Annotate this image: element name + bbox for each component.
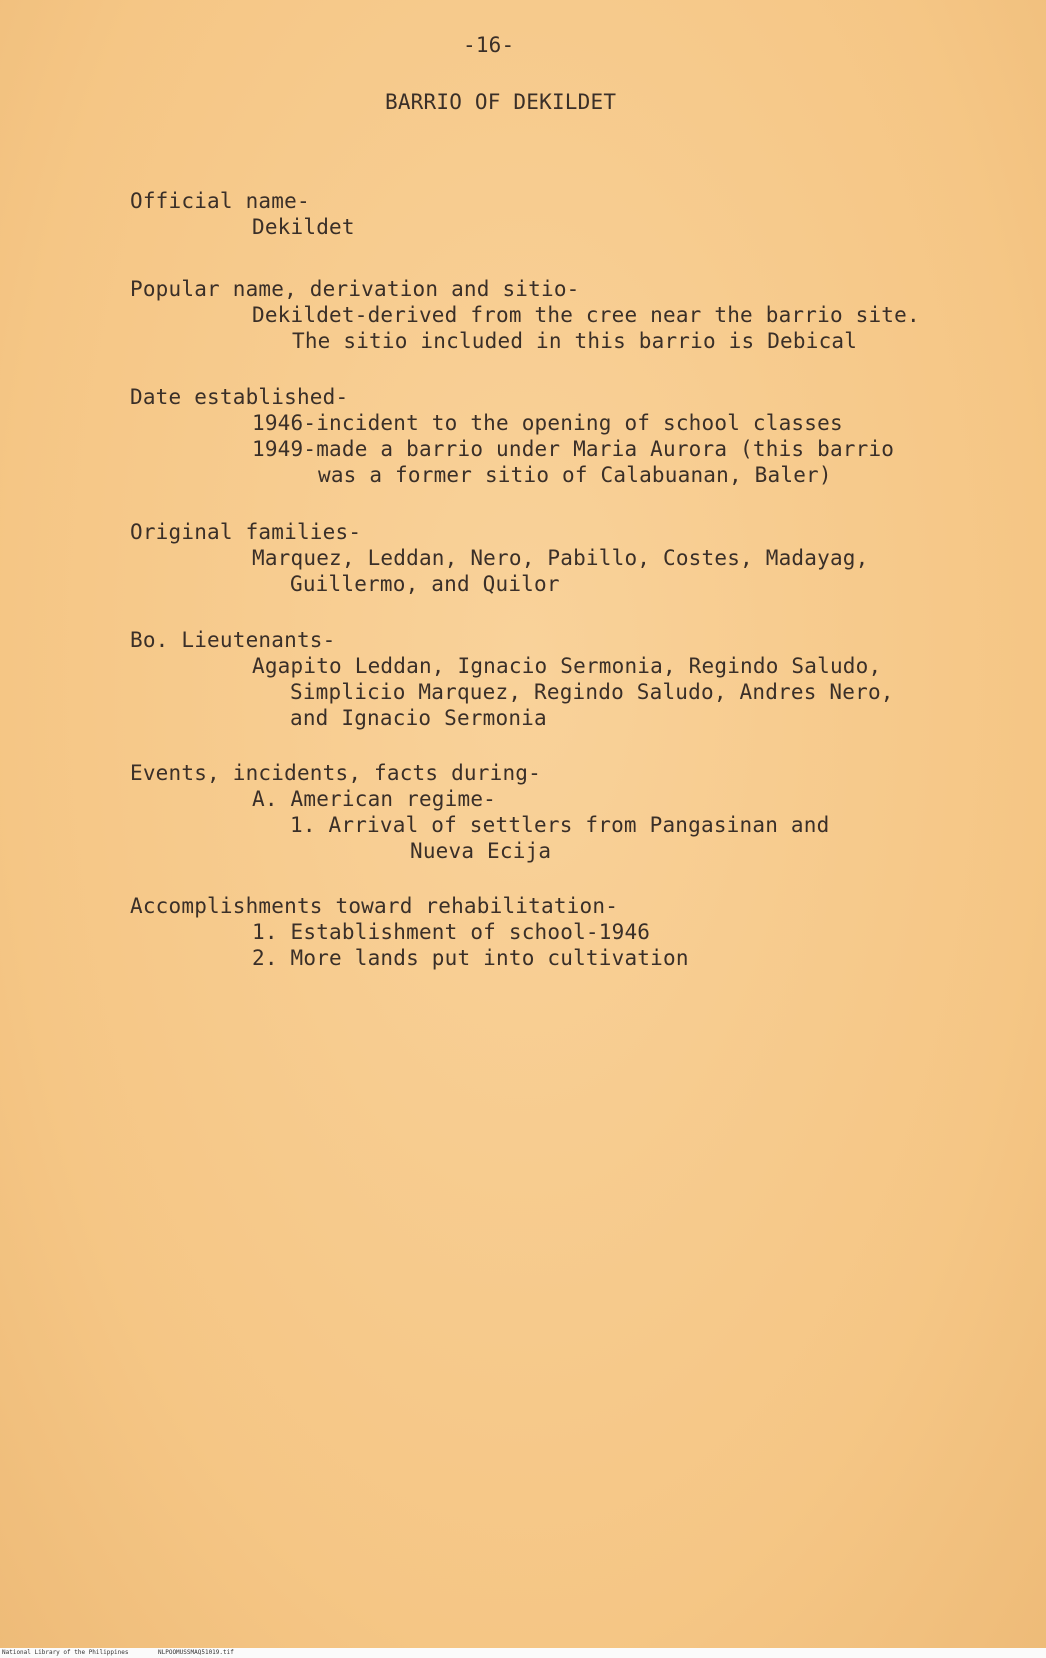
section-line: 1. Arrival of settlers from Pangasinan and	[290, 813, 830, 837]
section-line: 2. More lands put into cultivation	[252, 946, 689, 970]
section-line: Dekildet	[252, 215, 355, 239]
section-line: Dekildet-derived from the cree near the barrio site.	[252, 303, 920, 327]
section-heading-original-families: Original families-	[130, 520, 362, 544]
section-line: 1. Establishment of school-1946	[252, 920, 651, 944]
section-line: The sitio included in this barrio is Debical	[292, 329, 858, 353]
section-line: 1949-made a barrio under Maria Aurora (this barrio	[252, 437, 895, 461]
section-heading-official-name: Official name-	[130, 189, 310, 213]
section-line: Marquez, Leddan, Nero, Pabillo, Costes, Madayag,	[252, 546, 869, 570]
section-heading-events: Events, incidents, facts during-	[130, 761, 541, 785]
document-title: BARRIO OF DEKILDET	[385, 90, 617, 114]
section-heading-date-established: Date established-	[130, 385, 349, 409]
section-heading-lieutenants: Bo. Lieutenants-	[130, 628, 336, 652]
page-number: -16-	[463, 33, 515, 57]
section-line: Agapito Leddan, Ignacio Sermonia, Regindo Saludo,	[252, 654, 882, 678]
scan-footer	[0, 1648, 1046, 1658]
section-heading-accomplishments: Accomplishments toward rehabilitation-	[130, 894, 619, 918]
section-line: and Ignacio Sermonia	[290, 706, 547, 730]
section-line: Simplicio Marquez, Regindo Saludo, Andres Nero,	[290, 680, 894, 704]
section-line: was a former sitio of Calabuanan, Baler)	[318, 463, 832, 487]
section-line: A. American regime-	[252, 787, 497, 811]
footer-filename: NLPOOMUSSMAQ51019.tif	[158, 1649, 234, 1656]
section-heading-popular-name: Popular name, derivation and sitio-	[130, 277, 580, 301]
section-line: 1946-incident to the opening of school classes	[252, 411, 843, 435]
footer-source: National Library of the Philippines	[2, 1649, 129, 1656]
section-line: Nueva Ecija	[410, 839, 552, 863]
section-line: Guillermo, and Quilor	[290, 572, 560, 596]
